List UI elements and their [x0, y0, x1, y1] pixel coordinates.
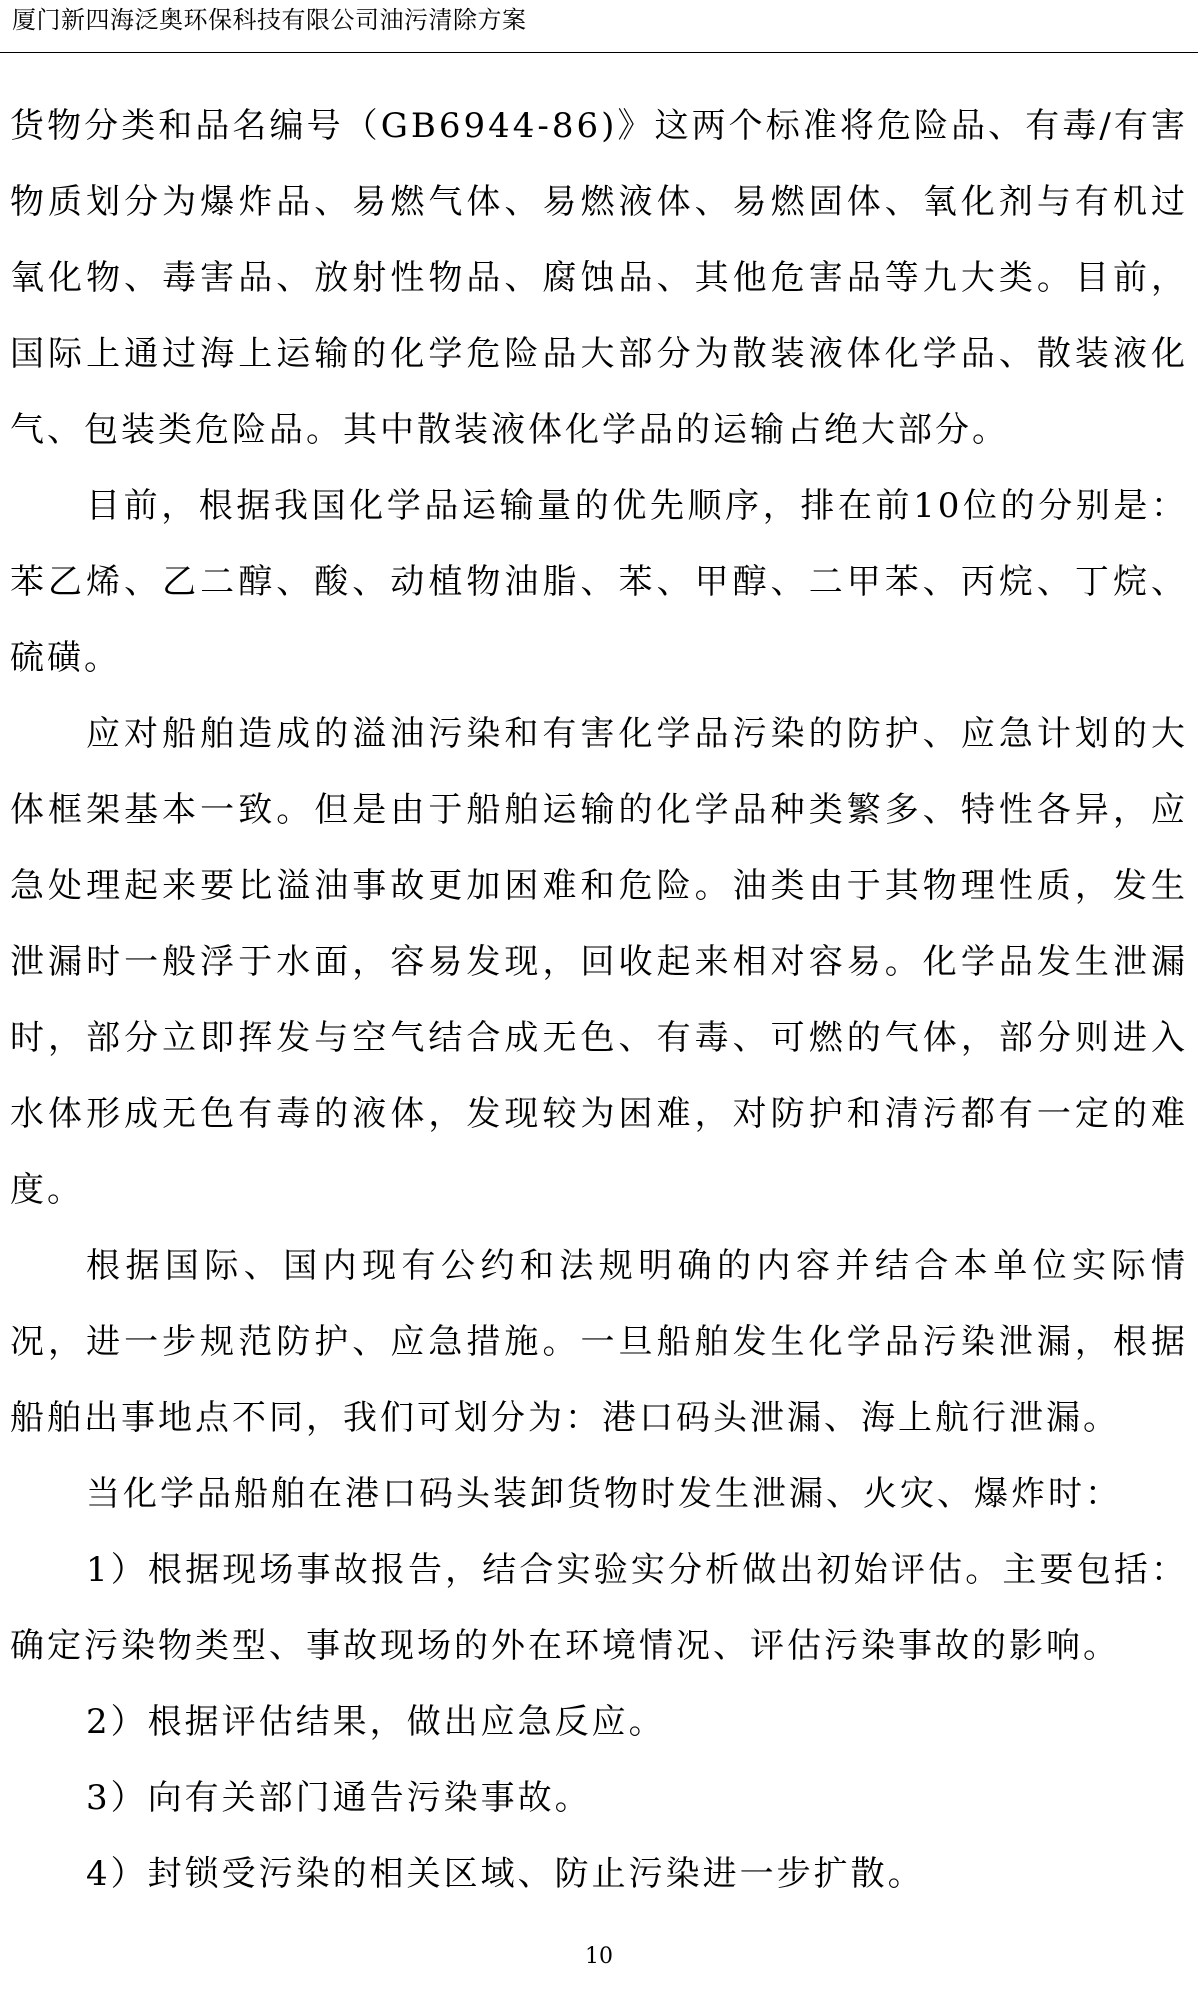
page-header: [0, 0, 1198, 53]
document-body: [10, 88, 1188, 1912]
paragraph-emergency-framework: 应对船舶造成的溢油污染和有害化学品污染的防护、应急计划的大体框架基本一致。但是由于船舶运输的化学品种类繁多、特性各异，应急处理起来要比溢油事故更加困难和危险。油类由于其物理性质，发生泄漏时一般浮于水面，容易发现，回收起来相对容易。化学品发生泄漏时，部分立即挥发与空气结合成无色、有毒、可燃的气体，部分则进入水体形成无色有毒的液体，发现较为困难，对防护和清污都有一定的难度。: [10, 714, 1188, 1210]
paragraph-top-ten-chemicals: 目前，根据我国化学品运输量的优先顺序，排在前10位的分别是：苯乙烯、乙二醇、酸、动植物油脂、苯、甲醇、二甲苯、丙烷、丁烷、硫磺。: [10, 486, 1188, 678]
list-item-step-4: 4）封锁受污染的相关区域、防止污染进一步扩散。: [86, 1854, 925, 1894]
paragraph-port-leak-intro: 当化学品船舶在港口码头装卸货物时发生泄漏、火灾、爆炸时：: [86, 1474, 1122, 1514]
paragraph-leak-location: 根据国际、国内现有公约和法规明确的内容并结合本单位实际情况，进一步规范防护、应急措施。一旦船舶发生化学品污染泄漏，根据船舶出事地点不同，我们可划分为：港口码头泄漏、海上航行泄漏。: [10, 1246, 1188, 1438]
list-item-step-1: 1）根据现场事故报告，结合实验实分析做出初始评估。主要包括：确定污染物类型、事故现场的外在环境情况、评估污染事故的影响。: [10, 1550, 1188, 1666]
list-item-step-2: 2）根据评估结果，做出应急反应。: [86, 1702, 666, 1742]
page-number: 10: [585, 1944, 613, 1969]
header-title: 厦门新四海泛奥环保科技有限公司油污清除方案: [12, 6, 527, 34]
paragraph-hazard-classification: 货物分类和品名编号（GB6944-86)》这两个标准将危险品、有毒/有害物质划分为爆炸品、易燃气体、易燃液体、易燃固体、氧化剂与有机过氧化物、毒害品、放射性物品、腐蚀品、其他危害品等九大类。目前，国际上通过海上运输的化学危险品大部分为散装液体化学品、散装液化气、包装类危险品。其中散装液体化学品的运输占绝大部分。: [10, 106, 1188, 450]
list-item-step-3: 3）向有关部门通告污染事故。: [86, 1778, 592, 1818]
